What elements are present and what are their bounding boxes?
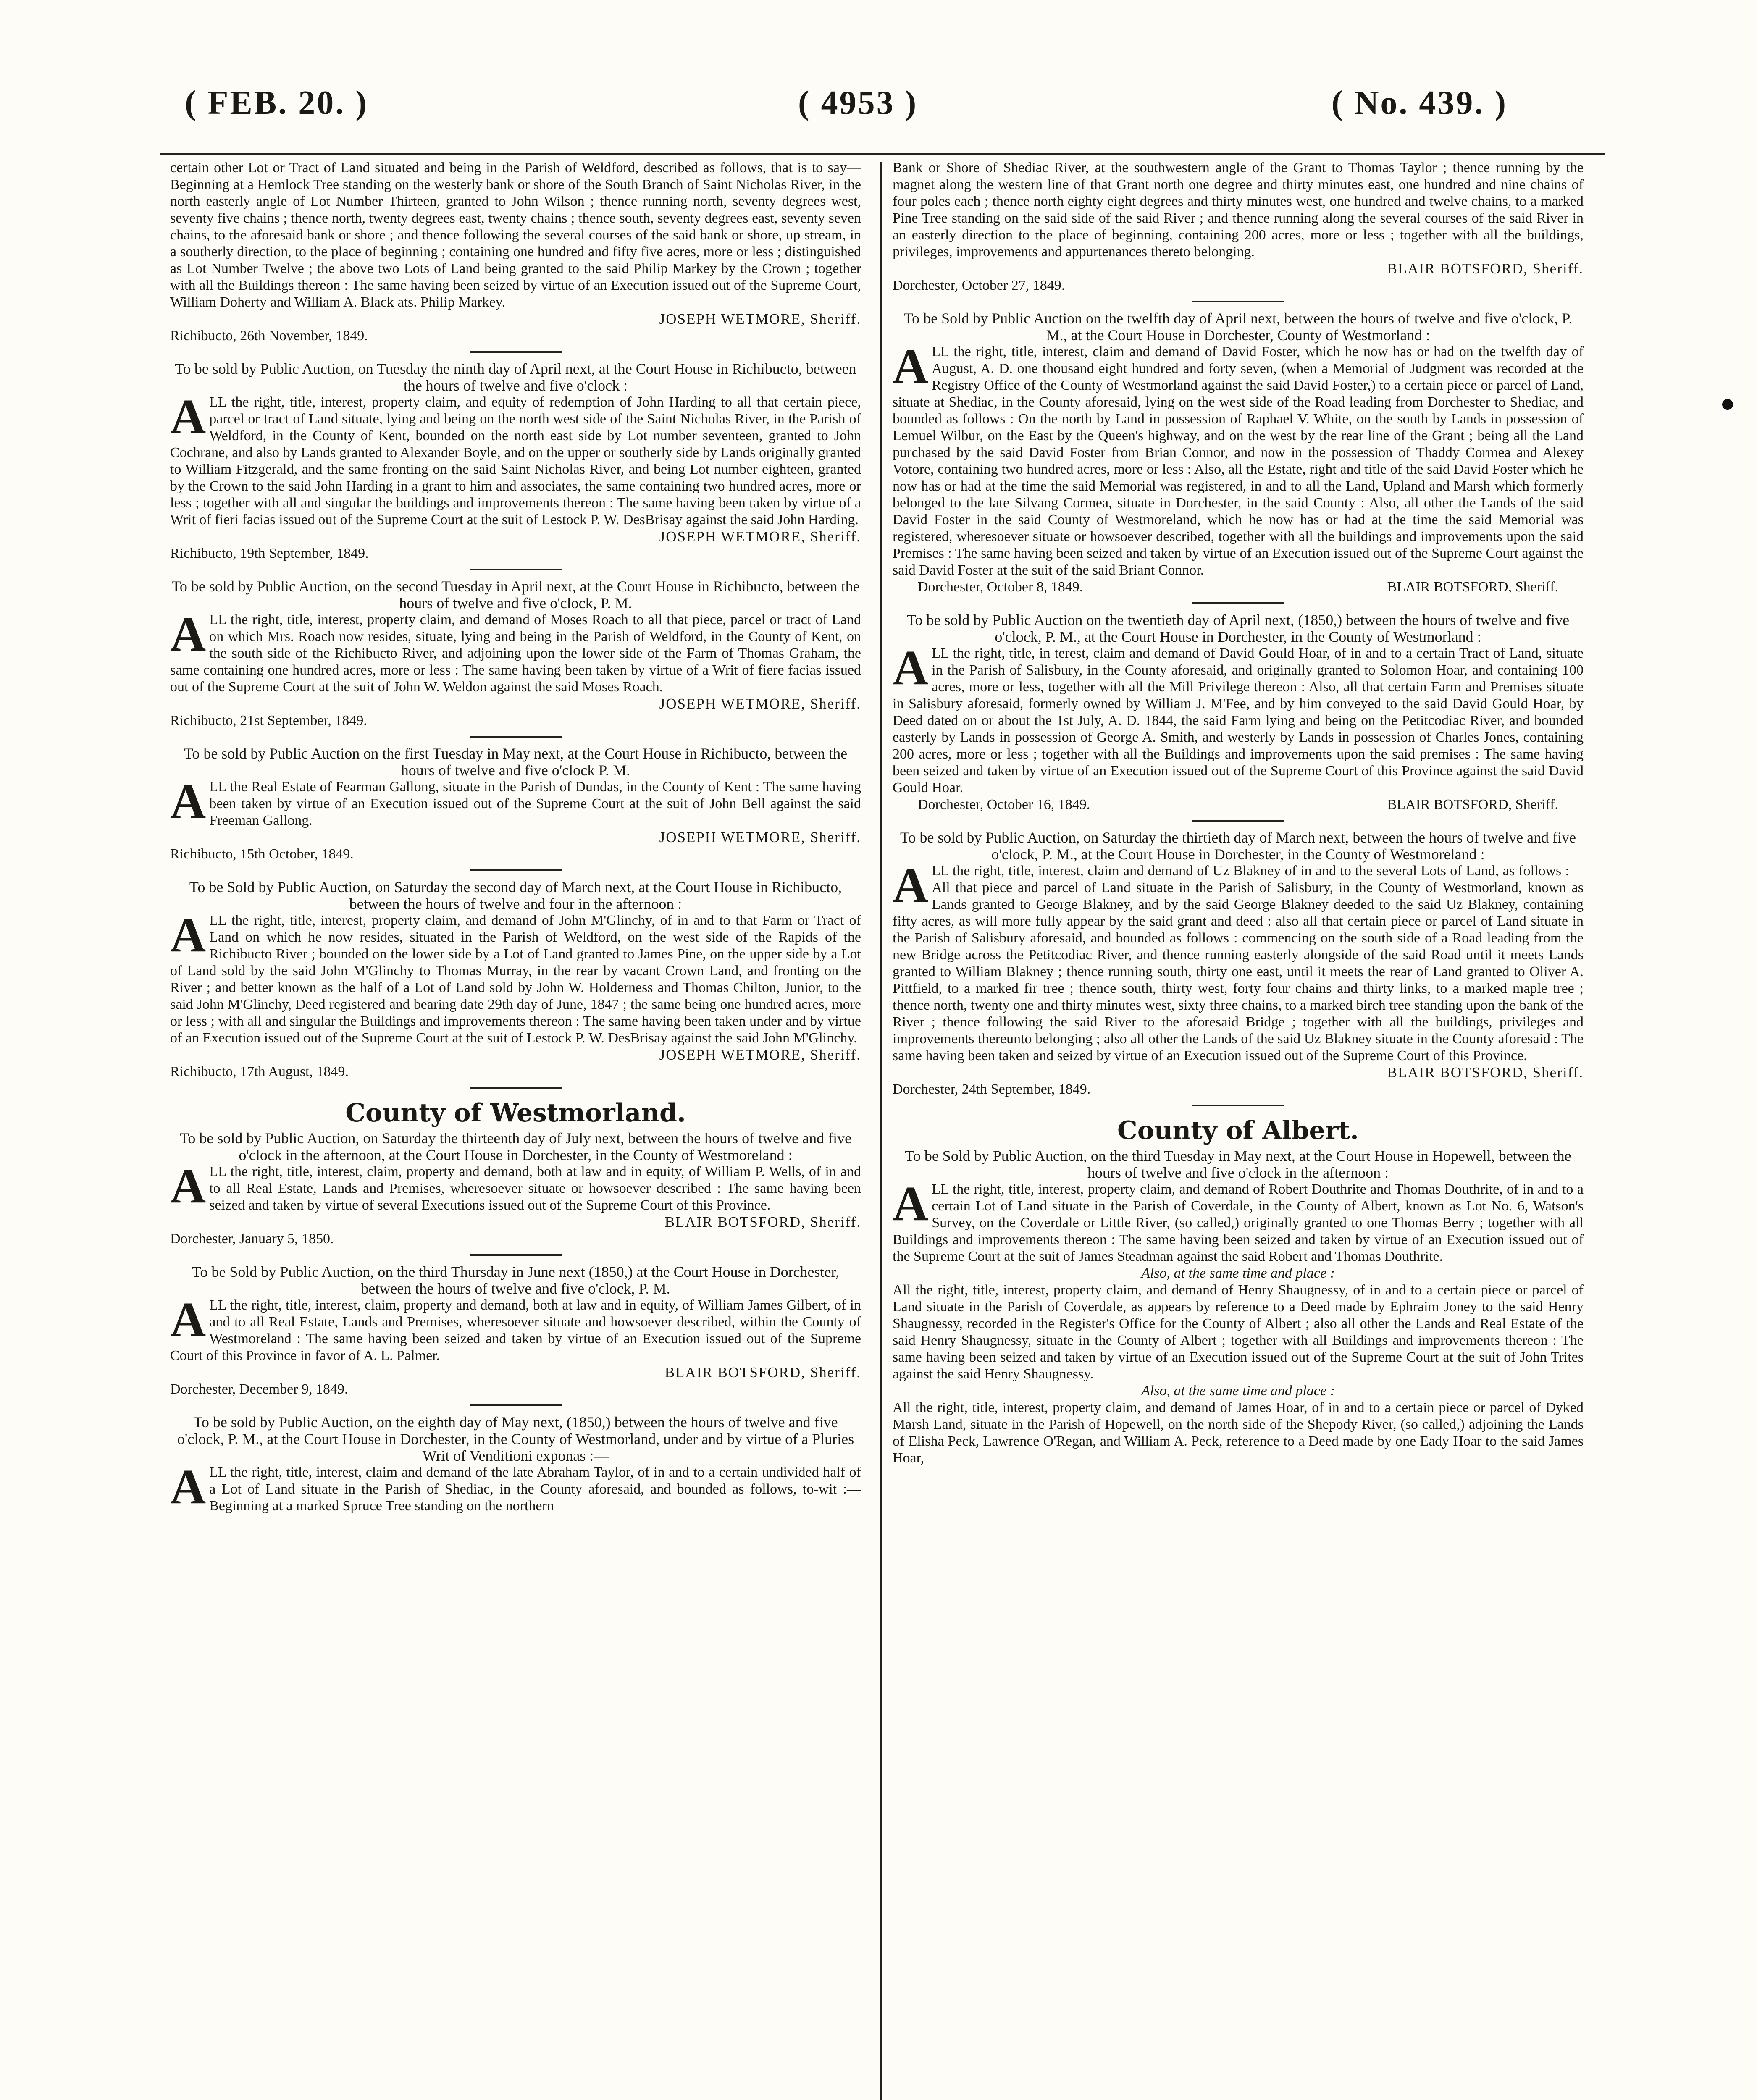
issue-number: ( No. 439. ) bbox=[1332, 84, 1508, 121]
drop-cap: A bbox=[170, 907, 206, 962]
notice-text: LL the right, title, interest, claim and demand of David Foster, which he now has or had on the twelfth day of August, A. D. one thousand eight hundred and forty seven, (when a Memorial of Judgment was recorded at the Registry Office of the County of Westmorland against the said David Foster,) to a certain piece or parcel of Land, situate at Shediac, in the County aforesaid, lying on the west side of the Road leading from Dorchester to Shediac, and bounded as follows : On the north by Land in possession of Raphael V. White, on the south by Lands in possession of Lemuel Wilbur, on the East by the Queen's highway, and on the west by the rear line of the Grant ; being all the Land purchased by the said David Foster from Brian Connor, and now in the possession of Thaddy Cormea and Alexey Votore, containing two hundred acres, more or less : Also, all the Estate, right and title of the said David Foster which he now has or had at the time the said Memorial was registered, in and to all the Land, Upland and Marsh which formerly belonged to the late Silvang Cormea, situate in Dorchester, in the said County : Also, all other the Lands of the said David Foster in the said County of Westmoreland, which he now has or had at the time the said Memorial was registered, wheresoever situate or howsoever described, together with all the buildings and improvements upon the said Premises : The same having been seized and taken by virtue of an Execution issued out of the Supreme Court against the said David Foster at the suit of the said Briant Connor. bbox=[893, 344, 1584, 578]
notice-text: certain other Lot or Tract of Land situated and being in the Parish of Weldford, described as follows, that is to say—Beginning at a Hemlock Tree standing on the westerly bank or shore of the South Branch of Saint Nicholas River, in the north easterly angle of Lot Number Thirteen, granted to John Wilson ; thence running north, seventy degrees west, seventy five chains ; thence north, twenty degrees east, twenty chains ; thence south, seventy degrees east, seventy seven chains, to the aforesaid bank or shore ; and thence following the several courses of the said bank or shore, up stream, in a southerly direction, to the place of beginning ; containing one hundred and fifty five acres, more or less ; distinguished as Lot Number Twelve ; the above two Lots of Land being granted to the said Philip Markey by the Crown ; together with all the Buildings thereon : The same having been seized by virtue of an Execution issued out of the Supreme Court, William Doherty and William A. Black ats. Philip Markey. bbox=[170, 160, 861, 310]
notice bbox=[170, 745, 861, 863]
notice-text: LL the right, title, interest, property claim, and demand of John M'Glinchy, of in and to that Farm or Tract of Land on which he now resides, situated in the Parish of Weldford, on the west side of the Rapids of the Richibucto River ; bounded on the lower side by a Lot of Land granted to James Pine, on the upper side by a Lot of Land sold by the said John M'Glinchy to Thomas Murray, in the rear by vacant Crown Land, and fronting on the River ; and better known as the half of a Lot of Land sold by John W. Holderness and Thomas Chilton, Junior, to the said John M'Glinchy, Deed registered and bearing date 29th day of June, 1847 ; the same being one hundred acres, more or less ; with all and singular the Buildings and improvements thereon : The same having been taken under and by virtue of an Execution issued out of the Supreme Court at the suit of Lestock P. W. DesBrisay against the said John M'Glinchy. bbox=[170, 913, 861, 1046]
notice-title: To be sold by Public Auction, on Tuesday the ninth day of April next, at the Court House in Richibucto, between the hours of twelve and five o'clock : bbox=[175, 360, 856, 394]
notice-title: To be Sold by Public Auction, on Saturday the second day of March next, at the Court House in Richibucto, between the hours of twelve and four in the afternoon : bbox=[189, 879, 842, 912]
county-heading: County of Westmorland. bbox=[345, 1098, 686, 1128]
separator bbox=[1192, 1105, 1284, 1106]
drop-cap: A bbox=[893, 858, 929, 913]
notice-date: Richibucto, 26th November, 1849. bbox=[170, 328, 368, 344]
sheriff-signature: JOSEPH WETMORE, Sheriff. bbox=[659, 829, 861, 845]
notice-date: Richibucto, 21st September, 1849. bbox=[170, 713, 367, 728]
notice-date: Dorchester, October 8, 1849. bbox=[918, 579, 1083, 595]
notice-title: To be sold by Public Auction, on Saturday the thirteenth day of July next, between the hours of twelve and five o'clock in the afternoon, at the Court House in Dorchester, in the County of Westmoreland : bbox=[179, 1130, 852, 1163]
drop-cap: A bbox=[170, 1158, 206, 1213]
notice-text: LL the Real Estate of Fearman Gallong, situate in the Parish of Dundas, in the County of Kent : The same having been taken by virtue of an Execution issued out of the Supreme Court at the suit of John Bell against the said Freeman Gallong. bbox=[209, 779, 861, 828]
column-divider bbox=[880, 162, 882, 2100]
separator bbox=[470, 1087, 562, 1089]
notice-date: Dorchester, December 9, 1849. bbox=[170, 1381, 348, 1397]
separator bbox=[470, 736, 562, 738]
sheriff-signature: JOSEPH WETMORE, Sheriff. bbox=[659, 311, 861, 327]
notice-title: To be Sold by Public Auction on the twelfth day of April next, between the hours of twelve and five o'clock, P. M., at the Court House in Dorchester, County of Westmorland : bbox=[903, 310, 1573, 344]
drop-cap: A bbox=[170, 606, 206, 662]
notice-title: To be sold by Public Auction, on the eighth day of May next, (1850,) between the hours of twelve and five o'clock, P. M., at the Court House in Dorchester, in the County of Westmorland, under and by virtue of a Pluries Writ of Venditioni exponas :— bbox=[177, 1414, 854, 1464]
notice-text: All the right, title, interest, property claim, and demand of James Hoar, of in and to a certain piece or parcel of Dyked Marsh Land, situate in the Parish of Hopewell, on the north side of the Shepody River, (so called,) adjoining the Lands of Elisha Peck, Lawrence O'Regan, and William A. Peck, reference to a Deed made by one Eady Hoar to the said James Hoar, bbox=[893, 1400, 1584, 1466]
notice-title: To be sold by Public Auction on the twentieth day of April next, (1850,) between the hours of twelve and five o'clock, P. M., at the Court House in Dorchester, in the County of Westmorland : bbox=[906, 612, 1570, 645]
drop-cap: A bbox=[170, 1459, 206, 1514]
notice-text: LL the right, title, interest, claim and demand of Uz Blakney of in and to the several Lots of Land, as follows :—All that piece and parcel of Land situate in the Parish of Salisbury, in the County of Westmorland, known as Lands granted to George Blakney, and by the said George Blakney deeded to the said Uz Blakney, containing fifty acres, as will more fully appear by the said grant and deed : also all that certain piece or parcel of Land situate in the Parish of Salisbury aforesaid, and bounded as follows : commencing on the south side of a Road leading from the new Bridge across the Petitcodiac River, and thence running easterly alongside of the said Road until it meets Lands granted to William Blakney ; thence running south, thirty one east, until it meets the rear of Land granted to Oliver A. Pittfield, to a marked fir tree ; thence south, thirty west, forty four chains and thirty links, to a marked maple tree ; thence north, twenty one and thirty minutes west, sixty three chains, to a marked birch tree standing upon the bank of the River ; thence following the said River to the aforesaid Bridge ; together with all the buildings, privileges and improvements thereunto belonging ; also all other the Lands of the said Uz Blakney situate in the County aforesaid : The same having been taken and seized by virtue of an Execution issued out of the Supreme Court of this Province. bbox=[893, 863, 1584, 1063]
notice-text: LL the right, title, interest, claim, property and demand, both at law and in equity, of William P. Wells, of in and to all Real Estate, Lands and Premises, wheresoever situate or howsoever described : The same having been seized and taken by virtue of several Executions issued out of the Supreme Court of this Province. bbox=[209, 1164, 861, 1213]
drop-cap: A bbox=[170, 774, 206, 829]
separator bbox=[470, 1404, 562, 1406]
drop-cap: A bbox=[893, 640, 929, 695]
notice-date: Richibucto, 17th August, 1849. bbox=[170, 1064, 349, 1079]
notice-date: Dorchester, January 5, 1850. bbox=[170, 1231, 334, 1247]
separator bbox=[1192, 602, 1284, 604]
notice bbox=[170, 360, 861, 562]
sheriff-signature: BLAIR BOTSFORD, Sheriff. bbox=[664, 1214, 861, 1230]
notice bbox=[893, 829, 1584, 1098]
drop-cap: A bbox=[170, 1292, 206, 1347]
notice-title: To be Sold by Public Auction, on the third Tuesday in May next, at the Court House in Hopewell, between the hours of twelve and five o'clock in the afternoon : bbox=[905, 1147, 1571, 1181]
notice bbox=[893, 1147, 1584, 1467]
notice-text: LL the right, title, interest, claim and demand of the late Abraham Taylor, of in and to a certain undivided half of a Lot of Land situate in the Parish of Shediac, in the County aforesaid, and bounded as follows, to-wit :—Beginning at a marked Spruce Tree standing on the northern bbox=[209, 1465, 861, 1514]
notice-text: LL the right, title, in terest, claim and demand of David Gould Hoar, of in and to a certain Tract of Land, situate in the Parish of Salisbury, in the County aforesaid, and originally granted to Solomon Hoar, and containing 100 acres, more or less, together with all the Mill Privilege thereon : Also, all that certain Farm and Premises situate in Salisbury aforesaid, formerly owned by William J. M'Fee, and by him conveyed to the said David Gould Hoar, by Deed dated on or about the 1st July, A. D. 1844, the said Farm lying and being on the Petitcodiac River, and bounded easterly by Lands in possession of George A. Smith, and westerly by Lands in possession of Charles Jones, containing 200 acres, more or less ; together with all the Buildings and improvements upon the said premises : The same having been seized and taken by virtue of an Execution issued out of the Supreme Court of this Province against the said David Gould Hoar. bbox=[893, 646, 1584, 795]
notice bbox=[170, 1263, 861, 1398]
separator bbox=[470, 1254, 562, 1256]
sheriff-signature: BLAIR BOTSFORD, Sheriff. bbox=[1387, 260, 1584, 277]
notice-date: Dorchester, October 27, 1849. bbox=[893, 278, 1065, 293]
drop-cap: A bbox=[893, 1176, 929, 1231]
notice-title: To be sold by Public Auction, on the second Tuesday in April next, at the Court House in Richibucto, between the hours of twelve and five o'clock, P. M. bbox=[171, 578, 860, 612]
notice-date: Richibucto, 15th October, 1849. bbox=[170, 846, 354, 862]
header-rule bbox=[160, 153, 1605, 155]
notice-text: LL the right, title, interest, property claim, and equity of redemption of John Harding to all that certain piece, parcel or tract of Land situate, lying and being on the north west side of the Saint Nicholas River, in the Parish of Weldford, in the County of Kent, bounded on the north east side by Lot number seventeen, granted to John Cochrane, and also by Lands granted to Alexander Boyle, and on the upper or southerly side by Lands originally granted to William Fitzgerald, and the same fronting on the said Saint Nicholas River, and being Lot number eighteen, granted by the Crown to the said John Harding in a grant to him and associates, the same containing two hundred acres, more or less ; together with all and singular the buildings and improvements thereon : The same having been taken by virtue of a Writ of fieri facias issued out of the Supreme Court at the suit of Lestock P. W. DesBrisay against the said John Harding. bbox=[170, 394, 861, 528]
county-heading: County of Albert. bbox=[1117, 1116, 1359, 1145]
margin-ink-speck bbox=[1722, 399, 1733, 410]
left-column bbox=[170, 160, 861, 1515]
notice-date: Dorchester, October 16, 1849. bbox=[918, 797, 1090, 812]
notice-continuation bbox=[170, 160, 861, 344]
sheriff-signature: JOSEPH WETMORE, Sheriff. bbox=[659, 696, 861, 712]
separator bbox=[470, 569, 562, 570]
notice-title: To be sold by Public Auction on the first Tuesday in May next, at the Court House in Richibucto, between the hours of twelve and five o'clock P. M. bbox=[184, 745, 848, 779]
notice bbox=[170, 578, 861, 729]
sheriff-signature: JOSEPH WETMORE, Sheriff. bbox=[659, 1047, 861, 1063]
separator bbox=[470, 351, 562, 353]
sheriff-signature: BLAIR BOTSFORD, Sheriff. bbox=[664, 1364, 861, 1381]
page-number: ( 4953 ) bbox=[798, 84, 918, 121]
sheriff-signature: BLAIR BOTSFORD, Sheriff. bbox=[1387, 1064, 1584, 1081]
also-heading: Also, at the same time and place : bbox=[1141, 1265, 1335, 1281]
also-heading: Also, at the same time and place : bbox=[1141, 1383, 1335, 1399]
notice bbox=[170, 1130, 861, 1247]
notice-date: Dorchester, 24th September, 1849. bbox=[893, 1082, 1091, 1097]
sheriff-signature: BLAIR BOTSFORD, Sheriff. bbox=[1387, 797, 1558, 812]
issue-date: ( FEB. 20. ) bbox=[185, 84, 368, 121]
notice-title: To be Sold by Public Auction, on the third Thursday in June next (1850,) at the Court House in Dorchester, between the hours of twelve and five o'clock, P. M. bbox=[192, 1263, 840, 1297]
notice-text: All the right, title, interest, property claim, and demand of Henry Shaugnessy, of in and to a certain piece or parcel of Land situate in the Parish of Coverdale, as appears by reference to a Deed made by Ephraim Joney to the said Henry Shaugnessy, recorded in the Register's Office for the County of Albert ; also all other the Lands and Real Estate of the said Henry Shaugnessy, situate in the County of Albert ; together with all Buildings and improvements thereon : The same having been seized and taken by virtue of an Execution issued out of the Supreme Court at the suit of John Trites against the said Henry Shaugnessy. bbox=[893, 1282, 1584, 1382]
notice-text: Bank or Shore of Shediac River, at the southwestern angle of the Grant to Thomas Taylor ; thence running by the magnet along the western line of that Grant north one degree and thirty minutes east, one hundred and nine chains of four poles each ; thence north eighty eight degrees and thirty minutes west, one hundred and twelve chains, to a marked Pine Tree standing on the said side of the said River ; and thence running along the several courses of the said River in an easterly direction to the place of beginning, containing 200 acres, more or less ; together with all the buildings, privileges, improvements and appurtenances thereto belonging. bbox=[893, 160, 1584, 260]
sheriff-signature: JOSEPH WETMORE, Sheriff. bbox=[659, 528, 861, 545]
notice bbox=[170, 879, 861, 1080]
notice-text: LL the right, title, interest, property claim, and demand of Robert Douthrite and Thomas Douthrite, of in and to a certain Lot of Land situate in the Parish of Coverdale, in the County of Albert, known as Lot No. 6, Watson's Survey, on the Coverdale or Little River, (so called,) originally granted to one Thomas Berry ; together with all Buildings and improvements thereon : The same having been seized and taken by virtue of an Execution issued out of the Supreme Court at the suit of James Steadman against the said Robert and Thomas Douthrite. bbox=[893, 1181, 1584, 1264]
notice bbox=[170, 1414, 861, 1515]
notice-continuation bbox=[893, 160, 1584, 294]
drop-cap: A bbox=[170, 389, 206, 444]
separator bbox=[470, 869, 562, 871]
separator bbox=[1192, 301, 1284, 302]
notice bbox=[893, 310, 1584, 596]
notice-text: LL the right, title, interest, property claim, and demand of Moses Roach to all that piece, parcel or tract of Land on which Mrs. Roach now resides, situate, lying and being in the Parish of Weldford, in the County of Kent, on the south side of the Richibucto River, and adjoining upon the lower side of the Farm of Thomas Graham, the same containing one hundred acres, more or less : The same having been taken by virtue of a Writ of fiere facias issued out of the Supreme Court at the suit of John W. Weldon against the said Moses Roach. bbox=[170, 612, 861, 695]
right-column bbox=[893, 160, 1584, 1467]
separator bbox=[1192, 820, 1284, 822]
notice bbox=[893, 612, 1584, 813]
drop-cap: A bbox=[893, 339, 929, 394]
notice-date: Richibucto, 19th September, 1849. bbox=[170, 546, 369, 561]
notice-text: LL the right, title, interest, claim, property and demand, both at law and in equity, of William James Gilbert, of in and to all Real Estate, Lands and Premises, wheresoever situate and howsoever described, within the County of Westmoreland : The same having been seized and taken by virtue of an Execution issued out of the Supreme Court of this Province in favor of A. L. Palmer. bbox=[170, 1297, 861, 1363]
sheriff-signature: BLAIR BOTSFORD, Sheriff. bbox=[1387, 579, 1558, 595]
notice-title: To be sold by Public Auction, on Saturday the thirtieth day of March next, between the hours of twelve and five o'clock, P. M., at the Court House in Dorchester, in the County of Westmoreland : bbox=[900, 829, 1576, 863]
